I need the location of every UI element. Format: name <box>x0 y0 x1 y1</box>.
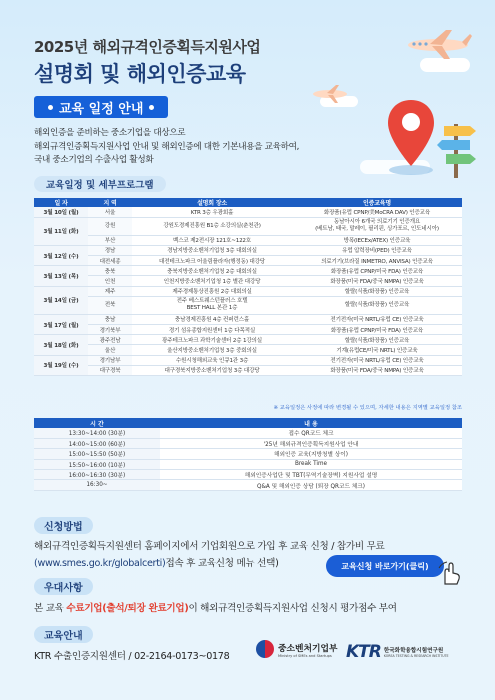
region-cell: 제주 <box>88 286 132 296</box>
region-cell: 충북 <box>88 266 132 276</box>
region-cell: 대구경북 <box>88 365 132 375</box>
table-row <box>34 428 462 438</box>
time-cell: 16:00~16:30 (30분) <box>34 470 160 480</box>
logo-name: 중소벤처기업부 <box>278 643 338 654</box>
column-header-time: 시 간 <box>34 418 160 428</box>
table-row <box>34 266 462 276</box>
region-cell: 부산 <box>88 235 132 245</box>
region-cell: 서울 <box>88 207 132 217</box>
table-row <box>34 325 462 335</box>
table-row <box>34 245 462 255</box>
course-line: (베트남, 태국, 말레이, 필리핀, 싱가포르, 인도네시아) <box>315 226 439 233</box>
logo-name: 한국화학융합시험연구원 <box>383 648 444 654</box>
course-cell: 할랄(식품/화장품) 인증교육 <box>292 296 462 314</box>
table-row <box>34 449 462 459</box>
contact-label: 교육안내 <box>34 626 93 643</box>
intro-line: 해외인증을 준비하는 중소기업을 대상으로 <box>34 128 186 138</box>
apply-label: 신청방법 <box>34 517 93 534</box>
intro-line: 해외규격인증획득지원사업 안내 및 해외인증에 대한 기본내용을 교육하여, <box>34 141 300 152</box>
benefit-suffix: 이 해외규격인증획득지원사업 신청시 평가점수 부여 <box>188 603 397 614</box>
table-row <box>34 276 462 286</box>
airplane-icon <box>310 84 350 104</box>
time-cell: 13:30~14:00 (30분) <box>34 428 160 438</box>
place-line: BEST HALL 본관 1층 <box>186 305 238 312</box>
table-row <box>34 438 462 448</box>
region-cell: 대전세종 <box>88 256 132 266</box>
content-cell: Break Time <box>160 459 462 469</box>
content-cell: '25년 해외규격인증획득지원사업 안내 <box>160 438 462 448</box>
date-cell: 3월 18일 (화) <box>34 335 88 355</box>
homepage-link[interactable]: (www.smes.go.kr/globalcerti) <box>34 558 166 569</box>
region-cell: 전북 <box>88 296 132 314</box>
bullet-icon <box>48 105 53 110</box>
benefit-label: 우대사항 <box>34 578 93 595</box>
table-row <box>34 296 462 314</box>
signpost-icon <box>436 118 478 178</box>
place-cell: 제주경제통상진흥원 2층 대회의실 <box>132 286 292 296</box>
ktr-logo-mark: KTR <box>346 642 381 662</box>
place-cell: 인천지방중소벤처기업청 1층 별관 대강당 <box>132 276 292 286</box>
benefit-prefix: 본 교육 <box>34 603 67 614</box>
course-cell: 할랄(식품/화장품) 인증교육 <box>292 335 462 345</box>
column-header-region: 지 역 <box>88 198 132 207</box>
table-row <box>34 286 462 296</box>
ktr-logo <box>346 642 449 662</box>
time-cell: 15:50~16:00 (10분) <box>34 459 160 469</box>
table-row <box>34 217 462 235</box>
intro-line: 국내 중소기업의 수출사업 활성화 <box>34 155 154 165</box>
schedule-table <box>34 198 462 376</box>
mss-logo <box>256 640 338 658</box>
region-cell: 경기북부 <box>88 325 132 335</box>
content-cell: 접수 QR코드 체크 <box>160 428 462 438</box>
table-row <box>34 235 462 245</box>
date-cell: 3월 14일 (금) <box>34 286 88 314</box>
region-cell: 강원 <box>88 217 132 235</box>
poster-subtitle: 2025년 해외규격인증획득지원사업 <box>34 38 261 56</box>
place-cell: KTR 3층 우광회홀 <box>132 207 292 217</box>
content-cell: 해외인증 교육(지방청별 상이) <box>160 449 462 459</box>
place-cell: 광주테크노파크 과학기술센터 2층 1강의실 <box>132 335 292 345</box>
pointer-hand-icon <box>436 560 462 586</box>
table-row <box>34 335 462 345</box>
course-cell: 전기전자(미국 NRTL/유럽 CE) 인증교육 <box>292 355 462 365</box>
region-cell: 광주전남 <box>88 335 132 345</box>
course-cell: 의료기기(브라질 INMETRO, ANVISA) 인증교육 <box>292 256 462 266</box>
content-cell: 해외인증사업단 및 TBT(무역기술장벽) 지원사업 설명 <box>160 470 462 480</box>
logo-subname: KOREA TESTING & RESEARCH INSTITUTE <box>383 654 449 658</box>
content-cell: Q&A 및 해외인증 상담 (퇴장 QR코드 체크) <box>160 480 462 490</box>
logo-subname: Ministry of SMEs and Startups <box>278 653 332 658</box>
table-row <box>34 207 462 217</box>
course-cell: 유럽 압력장비(PED) 인증교육 <box>292 245 462 255</box>
course-cell <box>292 217 462 235</box>
region-cell: 인천 <box>88 276 132 286</box>
column-header-course: 인증교육명 <box>292 198 462 207</box>
place-cell: 경남지방중소벤처기업청 3층 대회의실 <box>132 245 292 255</box>
date-cell: 3월 13일 (목) <box>34 266 88 286</box>
time-cell: 14:00~15:00 (60분) <box>34 438 160 448</box>
date-cell: 3월 11일 (화) <box>34 217 88 245</box>
region-cell: 경기남부 <box>88 355 132 365</box>
date-cell: 3월 10일 (월) <box>34 207 88 217</box>
course-cell: 화장품(유럽 CPNP/美MoCRA DAV) 인증교육 <box>292 207 462 217</box>
time-cell: 16:30~ <box>34 480 160 490</box>
region-cell: 울산 <box>88 345 132 355</box>
region-cell: 경남 <box>88 245 132 255</box>
course-cell: 화장품(미국 FDA/중국 NMPA) 인증교육 <box>292 276 462 286</box>
taegeuk-logo-icon <box>256 640 274 658</box>
course-cell: 화장품(유럽 CPNP/미국 FDA) 인증교육 <box>292 266 462 276</box>
section-label-text: 교육 일정 안내 <box>59 101 144 117</box>
course-cell: 전기전자(미국 NRTL/유럽 CE) 인증교육 <box>292 314 462 324</box>
region-cell: 충남 <box>88 314 132 324</box>
place-cell: 충남경제진흥원 4층 컨퍼런스홀 <box>132 314 292 324</box>
table-row <box>34 459 462 469</box>
course-line: 동남아시아 6개국 의료기기 인증개요 <box>333 219 421 226</box>
apply-url-line <box>34 555 279 569</box>
time-cell: 15:00~15:50 (50분) <box>34 449 160 459</box>
place-cell: 강원도경제진흥원 B1층 소강의실(춘천관) <box>132 217 292 235</box>
course-cell: 기계(유럽CE/미국 NRTL) 인증교육 <box>292 345 462 355</box>
course-cell: 화장품(미국 FDA/중국 NMPA) 인증교육 <box>292 365 462 375</box>
place-cell <box>132 296 292 314</box>
place-line: 전주 베스트웨스턴플러스 호텔 <box>176 298 248 305</box>
course-cell: 방폭(IECEx/ATEX) 인증교육 <box>292 235 462 245</box>
intro-text <box>34 127 374 168</box>
benefit-text <box>34 600 397 614</box>
location-pin-icon <box>384 96 438 176</box>
table-row <box>34 355 462 365</box>
table-row <box>34 480 462 490</box>
column-header-date: 일 자 <box>34 198 88 207</box>
table-row <box>34 470 462 480</box>
date-cell: 3월 17일 (월) <box>34 314 88 334</box>
date-cell: 3월 12일 (수) <box>34 245 88 265</box>
place-cell: 충북지방중소벤처기업청 2층 대회의실 <box>132 266 292 276</box>
schedule-note: ※ 교육일정은 사정에 따라 변경될 수 있으며, 자세한 내용은 지역별 교육일정 참조 <box>273 405 462 411</box>
benefit-highlight: 수료기업(출석/퇴장 완료기업) <box>66 603 189 614</box>
table-header-row <box>34 198 462 207</box>
bullet-icon <box>149 105 154 110</box>
column-header-place: 설명회 장소 <box>132 198 292 207</box>
poster-title: 설명회 및 해외인증교육 <box>34 62 246 86</box>
table-header-row <box>34 418 462 428</box>
column-header-content: 내 용 <box>160 418 462 428</box>
table-row <box>34 345 462 355</box>
apply-shortcut-button[interactable]: 교육신청 바로가기(클릭) <box>326 555 444 577</box>
schedule-label: 교육일정 및 세부프로그램 <box>34 176 166 192</box>
airplane-icon <box>400 28 472 62</box>
section-label-schedule-info <box>34 96 168 118</box>
table-row <box>34 365 462 375</box>
apply-text-rest: 접속 후 교육신청 메뉴 선택) <box>165 558 279 569</box>
apply-text: 해외규격인증획득지원센터 홈페이지에서 기업회원으로 가입 후 교육 신청 / 참가비 무료 <box>34 541 385 552</box>
place-cell: 수원시청해외교육 인큐1관 3층 <box>132 355 292 365</box>
place-cell: 대전테크노파크 어울림플라자(행정동) 대강당 <box>132 256 292 266</box>
timetable <box>34 418 462 491</box>
place-cell: 벡스코 제2전시장 121호~122호 <box>132 235 292 245</box>
contact-text: KTR 수출인증지원센터 / 02-2164-0173~0178 <box>34 651 230 662</box>
place-cell: 대구경북지방중소벤처기업청 3층 대강당 <box>132 365 292 375</box>
course-cell: 할랄(식품/화장품) 인증교육 <box>292 286 462 296</box>
course-cell: 화장품(유럽 CPNP/미국 FDA) 인증교육 <box>292 325 462 335</box>
place-cell: 경기 섬유종합지원센터 1층 다목적실 <box>132 325 292 335</box>
table-row <box>34 256 462 266</box>
date-cell: 3월 19일 (수) <box>34 355 88 375</box>
place-cell: 울산지방중소벤처기업청 3층 중회의실 <box>132 345 292 355</box>
table-row <box>34 314 462 324</box>
